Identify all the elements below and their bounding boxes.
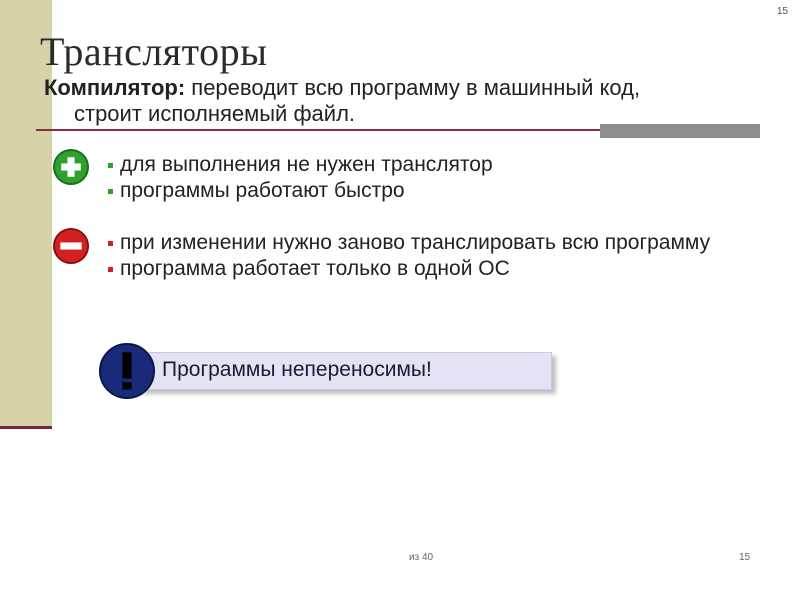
title-rule-accent bbox=[600, 124, 760, 138]
plus-icon bbox=[53, 149, 89, 185]
slide-subtitle bbox=[44, 75, 784, 127]
pros-list bbox=[108, 152, 493, 204]
subtitle-text-2: строит исполняемый файл. bbox=[74, 101, 356, 126]
minus-icon bbox=[53, 228, 89, 264]
callout-text: Программы непереносимы! bbox=[162, 358, 432, 381]
page-number-top: 15 bbox=[776, 6, 788, 17]
subtitle-label: Компилятор: bbox=[44, 75, 186, 100]
subtitle-text-1: переводит всю программу в машинный код, bbox=[185, 75, 641, 100]
slide-title: Трансляторы bbox=[40, 29, 268, 74]
footer-page-number: 15 bbox=[739, 552, 751, 563]
cons-item: программа работает только в одной ОС bbox=[108, 256, 748, 282]
cons-item: при изменении нужно заново транслировать всю программу bbox=[108, 230, 748, 256]
pros-item: программы работают быстро bbox=[108, 178, 493, 204]
footer-page-count: из 40 bbox=[409, 552, 434, 563]
exclamation-icon bbox=[99, 343, 155, 399]
pros-item: для выполнения не нужен транслятор bbox=[108, 152, 493, 178]
cons-list bbox=[108, 230, 748, 282]
side-band-line bbox=[0, 426, 52, 429]
